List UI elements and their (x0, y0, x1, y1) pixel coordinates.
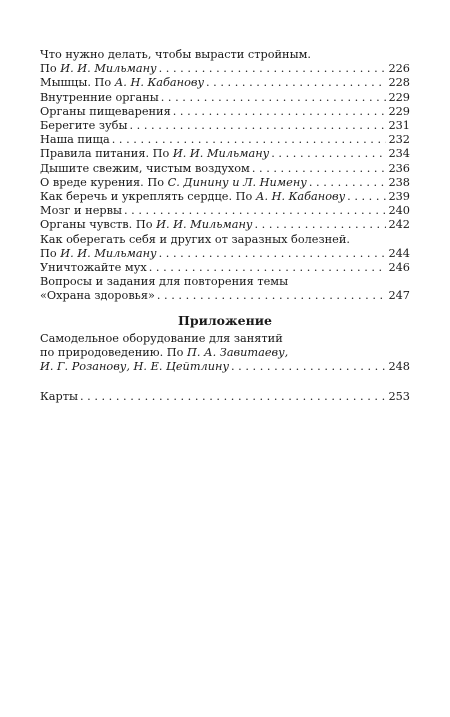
spacer (40, 374, 410, 390)
dot-leader (159, 247, 387, 261)
toc-entry (40, 62, 410, 76)
toc-entry (40, 105, 410, 119)
toc-entry-title (40, 133, 110, 147)
toc-entry (40, 289, 410, 303)
toc-entry-title-text: Уничтожайте мух (40, 261, 147, 275)
toc-entry (40, 204, 410, 218)
appendix-entry-line-2 (40, 346, 410, 360)
page-number: 246 (388, 261, 410, 275)
page-number: 238 (388, 175, 410, 189)
page-number: 234 (388, 147, 410, 161)
toc-entry-title-text: Мозг и нервы (40, 204, 122, 218)
page-number: 248 (388, 360, 410, 374)
toc-entry-title-text: Органы чувств. По (40, 218, 157, 232)
page-number: 253 (388, 390, 410, 404)
page-number: 228 (388, 76, 410, 90)
dot-leader (252, 162, 387, 176)
dot-leader (206, 76, 386, 90)
page-number: 229 (388, 104, 410, 118)
dot-leader (159, 62, 387, 76)
page-number: 231 (388, 119, 410, 133)
dot-leader (271, 147, 386, 161)
toc-entry-title-text: Мышцы. По (40, 76, 115, 90)
toc-entry-author: А. Н. Кабанову (114, 76, 204, 90)
page-number: 244 (388, 246, 410, 260)
toc-entry (40, 247, 410, 261)
toc-entry-title (40, 162, 250, 176)
dot-leader (149, 261, 387, 275)
toc-entry-title (40, 76, 204, 90)
toc-entry (40, 76, 410, 90)
toc-entry-author: И. И. Мильману (156, 218, 253, 232)
dot-leader (309, 176, 387, 190)
maps-label: Карты (40, 390, 78, 404)
toc-entry-title (40, 218, 252, 232)
toc-entry-title (40, 176, 307, 190)
toc-entry-title-text: «Охрана здоровья» (40, 289, 155, 303)
toc-entry (40, 190, 410, 204)
dot-leader (112, 133, 387, 147)
page-number: 239 (388, 190, 410, 204)
toc-entry-title-text: По (40, 246, 61, 260)
toc-entry-title (40, 62, 157, 76)
page-number: 247 (388, 289, 410, 303)
toc-entry (40, 133, 410, 147)
toc-entry-title-text: По (40, 62, 61, 76)
dot-leader (347, 190, 386, 204)
toc-entry-title (40, 91, 159, 105)
toc-entry-title-text: Как беречь и укреплять сердце. По (40, 190, 256, 204)
dot-leader (231, 360, 386, 374)
toc-entry-title-text: Правила питания. По (40, 147, 173, 161)
toc-entries (40, 48, 410, 304)
toc-entry-text: Как оберегать себя и других от заразных болезней. (40, 232, 350, 246)
toc-entry-title (40, 261, 147, 275)
appendix-line-3-text (40, 360, 229, 374)
toc-entry-author: А. Н. Кабанову (255, 190, 346, 204)
toc-entry-text: Вопросы и задания для повторения темы (40, 275, 289, 289)
toc-entry (40, 218, 410, 232)
toc-entry-title-text: Органы пищеварения (40, 104, 171, 118)
dot-leader (157, 289, 387, 303)
toc-entry (40, 147, 410, 161)
dot-leader (80, 390, 386, 404)
toc-entry-title (40, 147, 269, 161)
page-number: 226 (388, 62, 410, 76)
dot-leader (124, 204, 386, 218)
appendix-line-2-text: по природоведению. По (40, 346, 188, 360)
appendix-line-3-authors: И. Г. Розанову, Н. Е. Цейтлину (40, 360, 229, 374)
toc-entry-title (40, 119, 127, 133)
appendix-entry-line-3 (40, 360, 410, 374)
toc-entry-title-text: Наша пища (40, 133, 110, 147)
appendix-line-2-author: П. А. Завитаеву, (187, 346, 289, 360)
toc-entry-title (40, 105, 171, 119)
dot-leader (173, 105, 387, 119)
toc-entry-text: Что нужно делать, чтобы вырасти стройным. (40, 48, 311, 61)
table-of-contents (40, 48, 410, 405)
toc-entry-author: И. И. Мильману (60, 62, 157, 76)
toc-entry (40, 261, 410, 275)
toc-entry-author: И. И. Мильману (60, 246, 157, 260)
page-number: 240 (388, 204, 410, 218)
toc-entry (40, 176, 410, 190)
toc-entry (40, 119, 410, 133)
maps-entry (40, 390, 410, 404)
toc-entry-author: С. Динину и Л. Нимену (167, 175, 307, 189)
page-number: 232 (388, 133, 410, 147)
toc-entry-title-text: Берегите зубы (40, 119, 128, 133)
toc-entry-title-text: О вреде курения. По (40, 175, 168, 189)
toc-entry-title (40, 247, 157, 261)
toc-entry-title-text: Дышите свежим, чистым воздухом (40, 161, 250, 175)
toc-entry (40, 162, 410, 176)
page-number: 229 (388, 90, 410, 104)
page-number: 236 (388, 161, 410, 175)
dot-leader (129, 119, 386, 133)
dot-leader (254, 218, 386, 232)
toc-entry-author: И. И. Мильману (172, 147, 270, 161)
toc-entry-title (40, 204, 122, 218)
toc-entry (40, 91, 410, 105)
appendix-heading: Приложение (178, 312, 272, 328)
dot-leader (161, 91, 387, 105)
toc-entry-title (40, 190, 345, 204)
appendix-entry-line-1: Самодельное оборудование для занятий (40, 331, 283, 345)
toc-entry-title (40, 289, 155, 303)
toc-entry-title-text: Внутренние органы (40, 90, 159, 104)
page-number: 242 (388, 218, 410, 232)
